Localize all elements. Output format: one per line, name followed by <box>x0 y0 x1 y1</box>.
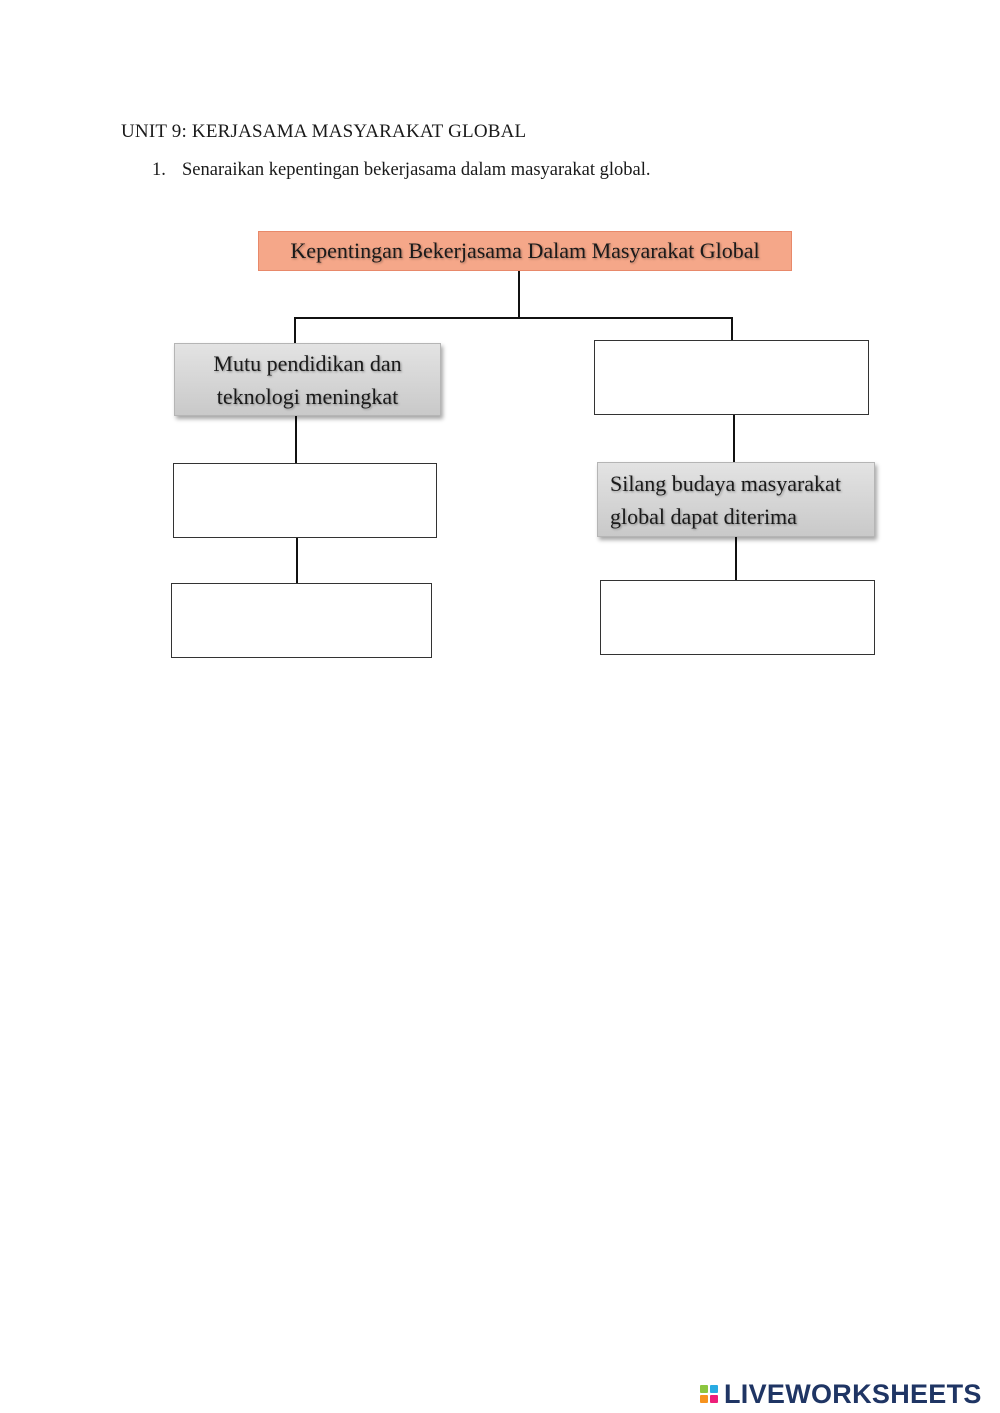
logo-square-4 <box>710 1395 718 1403</box>
right-answer-box-1[interactable] <box>594 340 869 415</box>
left-answer-box-1[interactable] <box>173 463 437 538</box>
right-filled-box <box>597 462 875 537</box>
connector-right-2 <box>735 537 737 581</box>
question-text: Senaraikan kepentingan bekerjasama dalam masyarakat global. <box>182 160 651 180</box>
right-filled-box-line2: global dapat diterima <box>610 503 797 529</box>
connector-left-1 <box>295 416 297 463</box>
right-filled-box-line1: Silang budaya masyarakat <box>610 470 841 496</box>
question-number: 1. <box>152 160 166 180</box>
left-filled-box <box>174 343 441 416</box>
right-answer-box-2[interactable] <box>600 580 875 655</box>
unit-title: UNIT 9: KERJASAMA MASYARAKAT GLOBAL <box>121 121 527 142</box>
connector-horizontal <box>294 317 733 319</box>
question-1 <box>152 160 650 181</box>
left-filled-box-line2: teknologi meningkat <box>216 383 399 409</box>
logo-square-3 <box>700 1395 708 1403</box>
left-filled-box-line1: Mutu pendidikan dan <box>213 350 402 376</box>
left-answer-box-2[interactable] <box>171 583 432 658</box>
connector-left-2 <box>296 537 298 584</box>
logo-mark-icon <box>700 1385 718 1403</box>
logo-square-2 <box>710 1385 718 1393</box>
logo-text: LIVEWORKSHEETS <box>724 1378 982 1409</box>
connector-root-down <box>518 271 520 319</box>
connector-left-drop <box>294 317 296 343</box>
connector-right-1 <box>733 415 735 462</box>
liveworksheets-logo <box>700 1379 982 1409</box>
connector-right-drop <box>731 317 733 341</box>
diagram-root-box: Kepentingan Bekerjasama Dalam Masyarakat Global <box>258 231 792 271</box>
logo-square-1 <box>700 1385 708 1393</box>
